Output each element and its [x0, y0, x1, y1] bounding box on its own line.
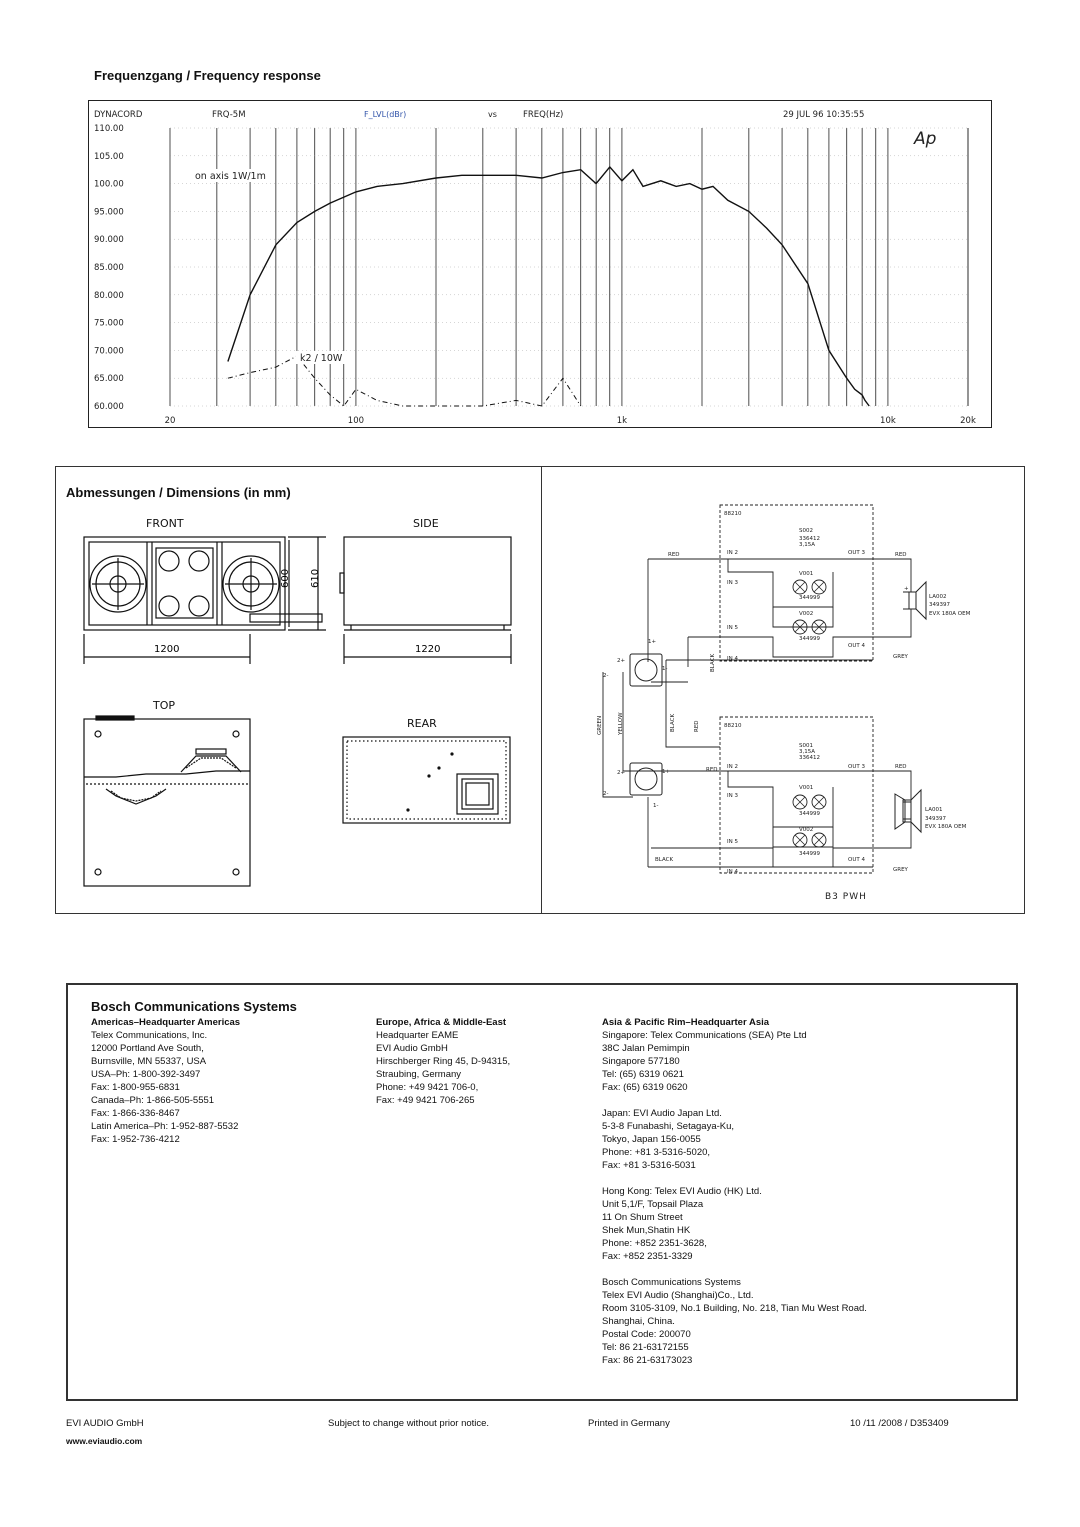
- lamp-code-4: 344999: [799, 851, 820, 857]
- s001-code: 336412: [799, 755, 820, 761]
- contacts-americas: [91, 1016, 240, 1146]
- yellow-vertical: YELLOW: [618, 712, 624, 735]
- v002-top: V002: [799, 611, 814, 617]
- americas-line: Telex Communications, Inc.: [91, 1030, 208, 1041]
- chart-xlabel: FREQ(Hz): [523, 110, 564, 120]
- wiring-schematic: [543, 497, 1021, 909]
- black-bottom: BLACK: [655, 857, 674, 863]
- asia-line: Tel: 86 21-63172155: [602, 1342, 689, 1353]
- la001-label: LA001: [925, 807, 943, 813]
- asia-line: Japan: EVI Audio Japan Ltd.: [602, 1108, 722, 1119]
- box1-label: 88210: [724, 511, 742, 517]
- front-height-dim: 600: [280, 568, 291, 588]
- y-tick-label: 100.00: [94, 179, 124, 190]
- asia-line: Shek Mun,Shatin HK: [602, 1225, 691, 1236]
- out3-bottom: OUT 3: [848, 764, 865, 770]
- front-view: [84, 537, 326, 664]
- footer-company: EVI AUDIO GmbH: [66, 1418, 144, 1429]
- y-tick-label: 65.000: [94, 374, 124, 385]
- chart-frame: [89, 101, 992, 428]
- americas-line: Fax: 1-866-336-8467: [91, 1108, 180, 1119]
- in5-bottom: IN 5: [727, 839, 738, 845]
- s002-label: S002: [799, 528, 813, 534]
- in3-top: IN 3: [727, 580, 738, 586]
- asia-line: Fax: +852 2351-3329: [602, 1251, 693, 1262]
- x-tick-label: 1k: [616, 416, 628, 426]
- americas-line: Fax: 1-952-736-4212: [91, 1134, 180, 1145]
- asia-lines: [602, 1029, 867, 1367]
- dimensions-divider: [541, 466, 542, 913]
- on-axis-annotation: on axis 1W/1m: [195, 171, 266, 182]
- s001-rating: 3,15A: [799, 749, 816, 755]
- asia-line: Phone: +852 2351-3628,: [602, 1238, 707, 1249]
- audio-precision-logo: Ap: [914, 129, 937, 149]
- americas-line: Burnsville, MN 55337, USA: [91, 1056, 207, 1067]
- top-view: [84, 716, 250, 886]
- s002-rating: 3,15A: [799, 542, 816, 548]
- asia-line: Fax: 86 21-63173023: [602, 1355, 693, 1366]
- k2-annotation: k2 / 10W: [300, 353, 343, 364]
- pin-2plus-bottom: 2+: [617, 770, 626, 776]
- footer-docref: 10 /11 /2008 / D353409: [850, 1418, 949, 1429]
- speakon-connectors: [630, 654, 662, 795]
- americas-line: 12000 Portland Ave South,: [91, 1043, 204, 1054]
- asia-line: Tokyo, Japan 156-0055: [602, 1134, 701, 1145]
- side-label: SIDE: [413, 517, 439, 530]
- asia-heading: Asia & Pacific Rim–Headquarter Asia: [602, 1017, 770, 1028]
- lamp-code-3: 344999: [799, 811, 820, 817]
- dimensions-drawing: [56, 506, 541, 910]
- americas-lines: [91, 1029, 240, 1146]
- americas-line: Fax: 1-800-955-6831: [91, 1082, 180, 1093]
- europe-lines: [376, 1029, 510, 1107]
- s002-code: 336412: [799, 536, 820, 542]
- side-width-dim: 1220: [415, 644, 441, 655]
- la001-evx: EVX 180A OEM: [925, 824, 967, 830]
- pin-2minus-top: 2-: [603, 673, 609, 679]
- americas-line: Canada–Ph: 1-866-505-5551: [91, 1095, 215, 1106]
- grey-top: GREY: [893, 654, 908, 660]
- asia-line: Shanghai, China.: [602, 1316, 675, 1327]
- y-tick-label: 60.000: [94, 402, 124, 412]
- europe-line: EVI Audio GmbH: [376, 1043, 448, 1054]
- y-tick-label: 75.000: [94, 318, 124, 329]
- contacts-europe: [376, 1016, 510, 1107]
- chart-file: FRQ-5M: [212, 110, 246, 120]
- front-width-dim: 1200: [154, 644, 180, 655]
- asia-line: Tel: (65) 6319 0621: [602, 1069, 684, 1080]
- la002-label: LA002: [929, 594, 947, 600]
- in5-top: IN 5: [727, 625, 738, 631]
- asia-line: [602, 1094, 867, 1107]
- s001-label: S001: [799, 743, 813, 749]
- red-bottom-left: RED: [706, 767, 718, 773]
- asia-line: Bosch Communications Systems: [602, 1277, 741, 1288]
- in3-bottom: IN 3: [727, 793, 738, 799]
- black-vertical-1: BLACK: [710, 653, 716, 672]
- footer-printed: Printed in Germany: [588, 1418, 670, 1429]
- y-tick-label: 70.000: [94, 346, 124, 357]
- contacts-title: Bosch Communications Systems: [91, 999, 297, 1014]
- asia-line: Singapore 577180: [602, 1056, 680, 1067]
- grey-bottom: GREY: [893, 867, 908, 873]
- pin-2plus-top: 2+: [617, 658, 626, 664]
- frequency-response-title: Frequenzgang / Frequency response: [94, 68, 321, 83]
- europe-line: Hirschberger Ring 45, D-94315,: [376, 1056, 511, 1067]
- in4-bottom: IN 4: [727, 869, 738, 875]
- rear-label: REAR: [407, 717, 437, 730]
- x-tick-label: 100: [347, 416, 365, 426]
- europe-line: Straubing, Germany: [376, 1069, 462, 1080]
- asia-line: Fax: (65) 6319 0620: [602, 1082, 688, 1093]
- speaker-la002: [909, 582, 926, 619]
- top-label: TOP: [153, 699, 176, 712]
- asia-line: Postal Code: 200070: [602, 1329, 691, 1340]
- out4-bottom: OUT 4: [848, 857, 865, 863]
- y-tick-label: 110.00: [94, 124, 124, 134]
- pin-1plus-top: 1+: [648, 639, 657, 645]
- la002-code: 349397: [929, 602, 950, 608]
- lamp-code-2: 344999: [799, 636, 820, 642]
- chart-brand: DYNACORD: [94, 110, 143, 120]
- pin-2minus-bottom: 2-: [603, 791, 609, 797]
- schematic-footer: B3 PWH: [825, 892, 867, 902]
- red-top-left: RED: [668, 552, 680, 558]
- box2-label: 88210: [724, 723, 742, 729]
- asia-line: [602, 1263, 867, 1276]
- americas-heading: Americas–Headquarter Americas: [91, 1017, 241, 1028]
- asia-line: Unit 5,1/F, Topsail Plaza: [602, 1199, 704, 1210]
- dimensions-title: Abmessungen / Dimensions (in mm): [66, 485, 291, 500]
- asia-line: 38C Jalan Pemimpin: [602, 1043, 690, 1054]
- americas-line: Latin America–Ph: 1-952-887-5532: [91, 1121, 239, 1132]
- red-bottom-right: RED: [895, 764, 907, 770]
- asia-line: [602, 1172, 867, 1185]
- pin-1minus-bottom: 1-: [653, 803, 659, 809]
- pin-1plus-bottom: 1+: [662, 769, 671, 775]
- speaker-plus: +: [904, 586, 909, 592]
- asia-line: Singapore: Telex Communications (SEA) Pte Ltd: [602, 1030, 807, 1041]
- x-tick-label: 20: [164, 416, 176, 426]
- speaker-la001: [895, 790, 921, 832]
- out3-top: OUT 3: [848, 550, 865, 556]
- asia-line: Fax: +81 3-5316-5031: [602, 1160, 696, 1171]
- asia-line: 11 On Shum Street: [602, 1212, 683, 1223]
- europe-heading: Europe, Africa & Middle-East: [376, 1017, 507, 1028]
- out4-top: OUT 4: [848, 643, 865, 649]
- europe-line: Headquarter EAME: [376, 1030, 459, 1041]
- la001-code: 349397: [925, 816, 946, 822]
- europe-line: Fax: +49 9421 706-265: [376, 1095, 475, 1106]
- la002-evx: EVX 180A OEM: [929, 611, 971, 617]
- chart-ylabel: F_LVL(dBr): [364, 110, 407, 119]
- red-top-right: RED: [895, 552, 907, 558]
- frequency-response-chart: [88, 100, 992, 428]
- v001-top: V001: [799, 571, 814, 577]
- lamp-code-1: 344999: [799, 595, 820, 601]
- in2-top: IN 2: [727, 550, 738, 556]
- chart-timestamp: 29 JUL 96 10:35:55: [783, 110, 865, 120]
- asia-line: Room 3105-3109, No.1 Building, No. 218, Tian Mu West Road.: [602, 1303, 867, 1314]
- red-vertical: RED: [694, 720, 700, 732]
- rear-view: [343, 737, 510, 823]
- footer-notice: Subject to change without prior notice.: [328, 1418, 490, 1429]
- asia-line: 5-3-8 Funabashi, Setagaya-Ku,: [602, 1121, 735, 1132]
- asia-line: Telex EVI Audio (Shanghai)Co., Ltd.: [602, 1290, 754, 1301]
- in2-bottom: IN 2: [727, 764, 738, 770]
- pin-1minus-top: 1-: [662, 666, 668, 672]
- v001-bottom: V001: [799, 785, 814, 791]
- y-tick-label: 80.000: [94, 290, 124, 301]
- green-vertical: GREEN: [597, 715, 603, 735]
- front-total-height-dim: 610: [310, 568, 321, 588]
- footer-website[interactable]: www.eviaudio.com: [66, 1436, 143, 1446]
- americas-line: USA–Ph: 1-800-392-3497: [91, 1069, 201, 1080]
- contacts-asia: [602, 1016, 867, 1367]
- front-label: FRONT: [146, 517, 184, 530]
- y-tick-label: 85.000: [94, 263, 124, 273]
- x-tick-label: 20k: [960, 416, 976, 426]
- v002-bottom: V002: [799, 827, 814, 833]
- y-tick-label: 95.000: [94, 207, 124, 218]
- x-tick-label: 10k: [880, 416, 896, 426]
- y-tick-label: 90.000: [94, 235, 124, 246]
- europe-line: Phone: +49 9421 706-0,: [376, 1082, 479, 1093]
- asia-line: Hong Kong: Telex EVI Audio (HK) Ltd.: [602, 1186, 762, 1197]
- y-tick-label: 105.00: [94, 151, 124, 162]
- asia-line: Phone: +81 3-5316-5020,: [602, 1147, 711, 1158]
- black-vertical-2: BLACK: [670, 713, 676, 732]
- chart-vs: vs: [488, 110, 497, 119]
- box-88210-bottom: [720, 717, 873, 873]
- in4-top: IN 4: [727, 656, 738, 662]
- lamp-group: [793, 580, 826, 847]
